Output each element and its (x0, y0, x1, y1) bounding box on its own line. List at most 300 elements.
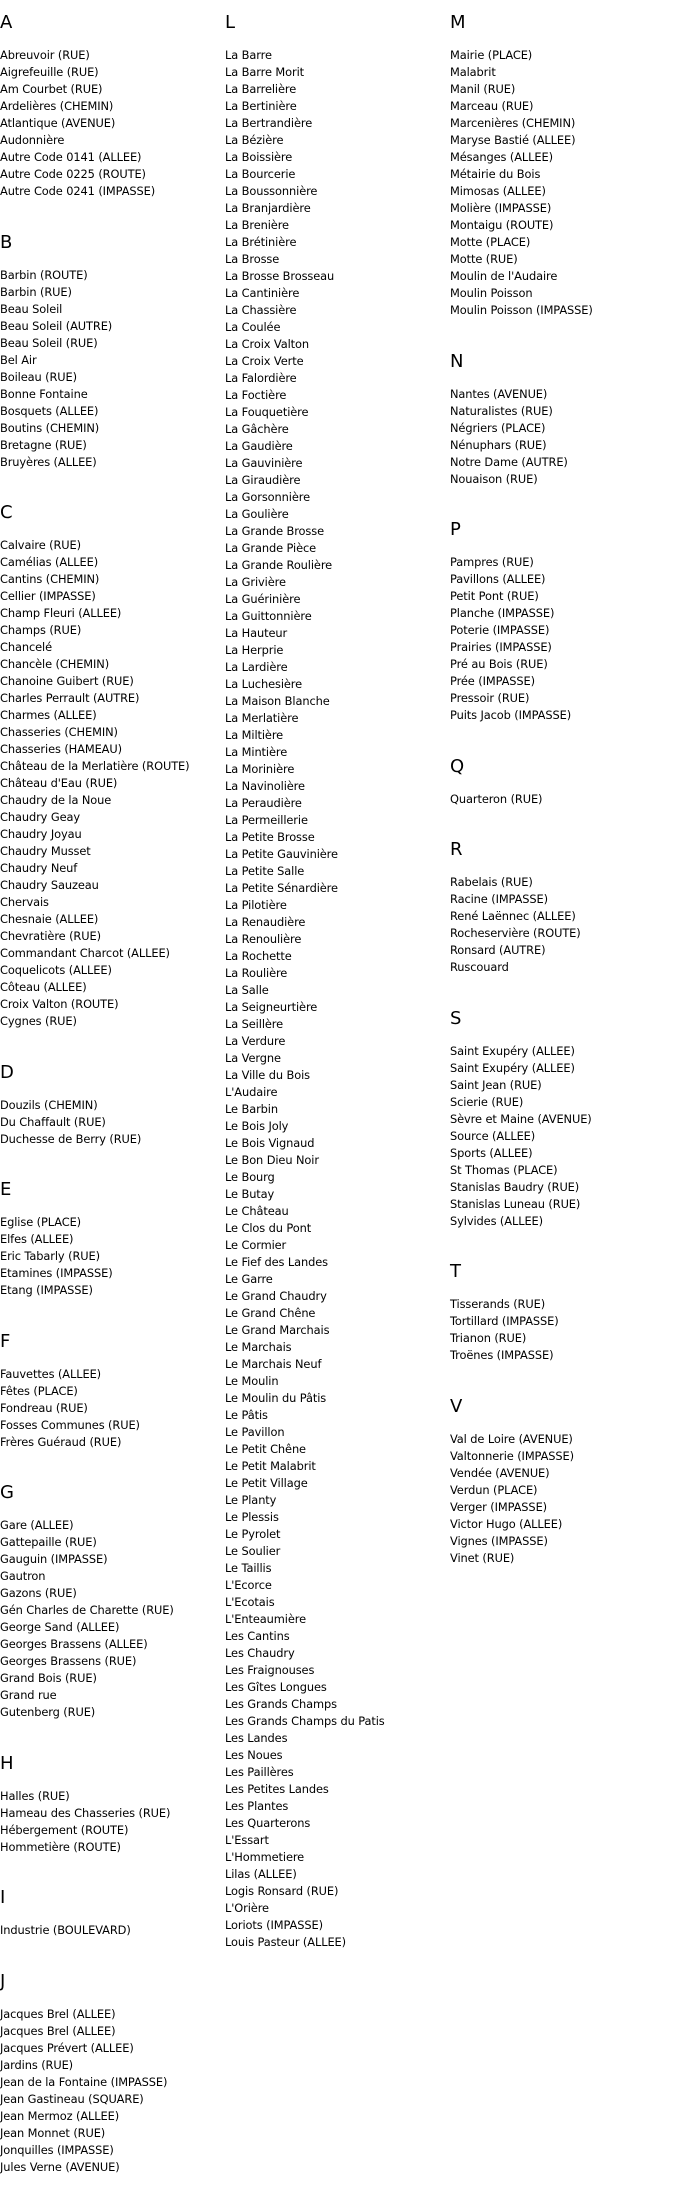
street-list (225, 47, 450, 1951)
street-list (450, 1043, 675, 1230)
street-name: La Falordière (225, 371, 297, 385)
letter-section (450, 12, 675, 319)
street-name: Atlantique (AVENUE) (0, 116, 116, 130)
street-name: Autre Code 0241 (IMPASSE) (0, 184, 156, 198)
street-name: Les Quarterons (225, 1816, 311, 1830)
letter-section (0, 232, 225, 471)
street-name: Pampres (RUE) (450, 555, 534, 569)
street-name: Hébergement (ROUTE) (0, 1822, 129, 1837)
street-name: La Mintière (225, 745, 288, 759)
street-name: Ruscouard (450, 960, 509, 974)
street-name: Notre Dame (AUTRE) (450, 454, 568, 469)
street-name: Bosquets (ALLEE) (0, 403, 99, 418)
section-letter-heading: M (450, 12, 466, 33)
street-name: La Grande Brosse (225, 524, 325, 538)
street-name: Moulin Poisson (IMPASSE) (450, 303, 593, 317)
street-name: Le Pavillon (225, 1425, 285, 1439)
section-letter-heading: N (450, 350, 464, 372)
street-name: Le Bois Joly (225, 1119, 289, 1133)
section-letter-heading: V (450, 1395, 463, 1417)
street-name: Côteau (ALLEE) (0, 980, 87, 994)
street-name: Le Moulin (225, 1374, 279, 1388)
street-name: La Guittonnière (225, 609, 312, 623)
street-name: Louis Pasteur (ALLEE) (225, 1935, 346, 1949)
street-list (450, 791, 675, 808)
street-list (0, 1788, 225, 1856)
street-name: Chaudry de la Noue (0, 793, 112, 807)
street-name: La Barrelière (225, 82, 297, 96)
street-name: Chevratière (RUE) (0, 929, 101, 943)
street-name: Molière (IMPASSE) (450, 201, 552, 215)
street-name: Gén Charles de Charette (RUE) (0, 1603, 174, 1617)
street-name: Chancèle (CHEMIN) (0, 657, 110, 671)
street-name: Le Garre (225, 1272, 273, 1286)
street-name: La Barre Morit (225, 65, 304, 79)
section-letter-heading: I (0, 1887, 6, 1908)
letter-section (0, 502, 225, 1030)
street-name: Vinet (RUE) (450, 1550, 515, 1565)
street-name: La Croix Verte (225, 354, 304, 368)
street-list (450, 554, 675, 724)
street-name: Audonnière (0, 133, 65, 147)
street-name: Trianon (RUE) (450, 1331, 527, 1345)
street-name: Hommetière (ROUTE) (0, 1839, 121, 1854)
street-name: Source (ALLEE) (450, 1128, 536, 1143)
street-name: Les Noues (225, 1748, 283, 1762)
street-name: Malabrit (450, 65, 496, 79)
letter-section (0, 1331, 225, 1451)
street-name: Jacques Brel (ALLEE) (0, 2006, 116, 2021)
street-name: La Gaudière (225, 439, 293, 453)
section-letter-heading: R (450, 839, 463, 860)
street-name: Gazons (RUE) (0, 1586, 77, 1600)
street-name: Saint Jean (RUE) (450, 1077, 542, 1092)
street-name: La Herprie (225, 643, 284, 657)
street-name: Verdun (PLACE) (450, 1482, 538, 1497)
street-name: Le Petit Chêne (225, 1442, 306, 1456)
street-name: Charmes (ALLEE) (0, 708, 97, 722)
street-name: Mésanges (ALLEE) (450, 150, 553, 164)
street-name: Le Marchais Neuf (225, 1357, 322, 1371)
street-name: La Giraudière (225, 473, 301, 487)
letter-section (0, 1062, 225, 1148)
street-name: Les Chaudry (225, 1646, 295, 1660)
street-name: Nénuphars (RUE) (450, 437, 547, 452)
letter-section (0, 1753, 225, 1856)
street-name: La Gâchère (225, 422, 289, 436)
street-name: La Seigneurtière (225, 1000, 318, 1014)
letter-section (0, 1887, 225, 1939)
street-name: Am Courbet (RUE) (0, 82, 103, 96)
street-index-column-2 (225, 12, 450, 1983)
section-letter-heading: L (225, 12, 236, 33)
street-name: La Brosse Brosseau (225, 269, 335, 283)
street-name: Le Barbin (225, 1102, 278, 1116)
street-name: Les Grands Champs (225, 1697, 337, 1711)
street-name: Gare (ALLEE) (0, 1518, 74, 1532)
street-name: L'Hommetiere (225, 1850, 305, 1864)
street-name: Boileau (RUE) (0, 369, 77, 384)
street-name: La Gauvinière (225, 456, 303, 470)
street-name: Logis Ronsard (RUE) (225, 1884, 339, 1898)
street-name: Poterie (IMPASSE) (450, 623, 550, 637)
street-name: Cygnes (RUE) (0, 1014, 77, 1028)
section-letter-heading: C (0, 502, 13, 523)
street-name: Les Landes (225, 1731, 288, 1745)
street-name: Halles (RUE) (0, 1788, 70, 1803)
street-name: Pré au Bois (RUE) (450, 657, 548, 671)
street-name: Eglise (PLACE) (0, 1215, 82, 1229)
street-name: Fondreau (RUE) (0, 1400, 88, 1415)
street-name: La Peraudière (225, 796, 302, 810)
street-name: La Cantinière (225, 286, 300, 300)
street-name: Saint Exupéry (ALLEE) (450, 1060, 575, 1075)
street-name: La Maison Blanche (225, 694, 330, 708)
street-name: La Lardière (225, 660, 288, 674)
section-letter-heading: D (0, 1061, 14, 1083)
street-name: Frères Guéraud (RUE) (0, 1434, 122, 1449)
street-name: Coquelicots (ALLEE) (0, 963, 112, 977)
street-name: Du Chaffault (RUE) (0, 1114, 106, 1129)
street-name: Abreuvoir (RUE) (0, 48, 90, 62)
street-list (450, 47, 675, 319)
street-name: Jardins (RUE) (0, 2057, 74, 2072)
street-name: La Grande Roulière (225, 558, 333, 572)
street-name: Le Plessis (225, 1510, 279, 1524)
street-name: La Branjardière (225, 201, 311, 215)
street-name: Fosses Communes (RUE) (0, 1417, 140, 1432)
street-name: Barbin (ROUTE) (0, 267, 88, 282)
street-name: Chanoine Guibert (RUE) (0, 674, 134, 688)
section-letter-heading: P (450, 519, 461, 540)
street-name: George Sand (ALLEE) (0, 1620, 120, 1634)
letter-section (450, 1008, 675, 1230)
section-letter-heading: T (450, 1261, 461, 1282)
street-name: La Boissière (225, 150, 293, 164)
street-name: Sylvides (ALLEE) (450, 1213, 544, 1228)
street-name: Jean Gastineau (SQUARE) (0, 2091, 144, 2106)
street-name: Le Château (225, 1204, 289, 1218)
street-name: La Permeillerie (225, 813, 308, 827)
street-name: Marceau (RUE) (450, 99, 534, 113)
street-name: Calvaire (RUE) (0, 538, 81, 552)
street-name: L'Ecorce (225, 1578, 272, 1592)
street-name: Le Planty (225, 1493, 277, 1507)
letter-section (450, 756, 675, 808)
street-name: Croix Valton (ROUTE) (0, 997, 119, 1011)
street-name: Jacques Prévert (ALLEE) (0, 2040, 134, 2055)
street-name: Boutins (CHEMIN) (0, 420, 100, 435)
street-name: Château d'Eau (RUE) (0, 776, 118, 790)
street-name: L'Enteaumière (225, 1612, 306, 1626)
street-name: Les Gîtes Longues (225, 1680, 327, 1694)
street-name: Rabelais (RUE) (450, 875, 533, 889)
street-name: Le Petit Village (225, 1476, 308, 1490)
street-name: Vignes (IMPASSE) (450, 1533, 548, 1548)
street-name: La Fouquetière (225, 405, 309, 419)
street-name: Le Pâtis (225, 1408, 268, 1422)
street-name: Le Marchais (225, 1340, 292, 1354)
street-name: Racine (IMPASSE) (450, 892, 548, 906)
street-name: Métairie du Bois (450, 167, 541, 181)
street-name: Prée (IMPASSE) (450, 674, 536, 688)
street-name: Autre Code 0141 (ALLEE) (0, 150, 142, 164)
street-name: Charles Perrault (AUTRE) (0, 691, 140, 705)
street-name: Sports (ALLEE) (450, 1145, 533, 1160)
letter-section (0, 1482, 225, 1721)
letter-section (450, 519, 675, 724)
letter-section (450, 1261, 675, 1364)
section-letter-heading: H (0, 1752, 14, 1774)
street-name: La Boussonnière (225, 184, 318, 198)
street-name: Autre Code 0225 (ROUTE) (0, 167, 146, 181)
street-name: Chaudry Sauzeau (0, 878, 99, 892)
letter-section (450, 839, 675, 976)
street-name: La Chassière (225, 303, 297, 317)
street-name: Gauguin (IMPASSE) (0, 1552, 108, 1566)
street-name: Jonquilles (IMPASSE) (0, 2142, 114, 2157)
street-name: Saint Exupéry (ALLEE) (450, 1043, 575, 1058)
street-name: Le Clos du Pont (225, 1221, 312, 1235)
street-name: Les Paillères (225, 1765, 294, 1779)
street-name: Le Butay (225, 1187, 275, 1201)
street-list (0, 1366, 225, 1451)
street-name: La Roulière (225, 966, 288, 980)
street-name: René Laënnec (ALLEE) (450, 909, 576, 923)
street-name: Vendée (AVENUE) (450, 1465, 550, 1480)
letter-section (225, 12, 450, 1951)
street-list (0, 47, 225, 200)
street-name: La Guérinière (225, 592, 301, 606)
street-name: La Miltière (225, 728, 284, 742)
street-name: Le Grand Chaudry (225, 1289, 327, 1303)
street-name: La Barre (225, 48, 272, 62)
street-name: Etamines (IMPASSE) (0, 1266, 113, 1280)
street-name: Le Cormier (225, 1238, 287, 1252)
street-name: La Grivière (225, 575, 286, 589)
street-name: La Renoulière (225, 932, 302, 946)
street-list (450, 874, 675, 976)
street-name: Chaudry Neuf (0, 861, 78, 875)
street-name: Jacques Brel (ALLEE) (0, 2023, 116, 2038)
section-letter-heading: E (0, 1179, 12, 1200)
street-name: La Hauteur (225, 626, 288, 640)
street-name: La Petite Gauvinière (225, 847, 338, 861)
street-name: Pressoir (RUE) (450, 691, 530, 705)
section-letter-heading: G (0, 1482, 14, 1503)
letter-section (450, 1396, 675, 1567)
street-name: Champs (RUE) (0, 623, 82, 637)
street-name: Jean Mermoz (ALLEE) (0, 2108, 120, 2123)
street-name: La Rochette (225, 949, 292, 963)
street-name: Le Taillis (225, 1561, 272, 1575)
street-name: Ardelières (CHEMIN) (0, 99, 114, 113)
section-letter-heading: A (0, 12, 13, 33)
street-name: Chesnaie (ALLEE) (0, 912, 99, 926)
street-name: Industrie (BOULEVARD) (0, 1923, 131, 1937)
street-name: Chaudry Joyau (0, 827, 82, 841)
street-name: L'Essart (225, 1833, 269, 1847)
street-index-column-1 (0, 12, 225, 2207)
street-name: La Bézière (225, 133, 284, 147)
street-name: Manil (RUE) (450, 82, 516, 96)
street-name: La Bertrandière (225, 116, 313, 130)
street-name: La Petite Salle (225, 864, 305, 878)
street-name: Georges Brassens (RUE) (0, 1654, 137, 1668)
street-name: Mairie (PLACE) (450, 48, 533, 62)
street-index-column-3 (450, 12, 675, 1598)
street-name: L'Ecotais (225, 1595, 275, 1609)
street-name: Le Petit Malabrit (225, 1459, 316, 1473)
street-name: Le Grand Marchais (225, 1323, 330, 1337)
street-name: Victor Hugo (ALLEE) (450, 1516, 563, 1531)
street-name: La Bertinière (225, 99, 297, 113)
street-name: Jean de la Fontaine (IMPASSE) (0, 2074, 168, 2089)
street-name: Château de la Merlatière (ROUTE) (0, 759, 190, 773)
street-name: Tisserands (RUE) (450, 1297, 546, 1311)
street-list (0, 267, 225, 471)
street-name: Chasseries (CHEMIN) (0, 725, 118, 739)
street-name: Scierie (RUE) (450, 1094, 524, 1109)
street-name: Duchesse de Berry (RUE) (0, 1131, 142, 1146)
street-name: La Brétinière (225, 235, 297, 249)
street-name: Motte (PLACE) (450, 235, 531, 249)
street-name: Chervais (0, 895, 49, 909)
letter-section (0, 1179, 225, 1299)
street-name: Les Grands Champs du Patis (225, 1714, 385, 1728)
street-name: Barbin (RUE) (0, 284, 72, 299)
street-name: Verger (IMPASSE) (450, 1499, 548, 1514)
street-name: La Foctière (225, 388, 287, 402)
street-name: Les Fraignouses (225, 1663, 315, 1677)
street-name: Ronsard (AUTRE) (450, 943, 546, 957)
street-name: Val de Loire (AVENUE) (450, 1431, 573, 1446)
street-name: Bonne Fontaine (0, 386, 88, 401)
street-name: L'Audaire (225, 1085, 278, 1099)
street-name: Mimosas (ALLEE) (450, 184, 546, 198)
street-name: La Grande Pièce (225, 541, 317, 555)
street-name: La Coulée (225, 320, 281, 334)
street-name: Commandant Charcot (ALLEE) (0, 946, 170, 960)
street-name: Maryse Bastié (ALLEE) (450, 133, 576, 147)
street-name: Fauvettes (ALLEE) (0, 1366, 102, 1381)
street-name: Gattepaille (RUE) (0, 1535, 97, 1549)
street-name: Le Bourg (225, 1170, 275, 1184)
street-name: Georges Brassens (ALLEE) (0, 1637, 148, 1651)
street-name: Grand rue (0, 1688, 57, 1702)
street-name: Sèvre et Maine (AVENUE) (450, 1111, 592, 1126)
street-name: Marcenières (CHEMIN) (450, 116, 576, 130)
street-name: Hameau des Chasseries (RUE) (0, 1805, 171, 1820)
street-list (450, 1296, 675, 1364)
street-name: Naturalistes (RUE) (450, 403, 553, 418)
letter-section (450, 351, 675, 488)
street-name: La Luchesière (225, 677, 303, 691)
street-name: Pavillons (ALLEE) (450, 572, 546, 586)
street-name: Aigrefeuille (RUE) (0, 65, 99, 79)
street-name: Moulin Poisson (450, 286, 533, 300)
street-list (450, 1431, 675, 1567)
street-name: Camélias (ALLEE) (0, 555, 99, 569)
street-name: Montaigu (ROUTE) (450, 218, 554, 232)
section-letter-heading: S (450, 1007, 462, 1029)
section-letter-heading: J (0, 1970, 6, 1992)
street-name: Nantes (AVENUE) (450, 386, 548, 401)
street-name: Chancelé (0, 640, 53, 654)
street-name: Cellier (IMPASSE) (0, 589, 96, 603)
street-name: La Gorsonnière (225, 490, 310, 504)
street-list (0, 1097, 225, 1148)
street-name: Stanislas Luneau (RUE) (450, 1196, 581, 1211)
street-name: La Bourcerie (225, 167, 296, 181)
street-name: La Seillère (225, 1017, 284, 1031)
street-name: Cantins (CHEMIN) (0, 572, 100, 586)
street-name: La Verdure (225, 1034, 286, 1048)
street-name: La Renaudière (225, 915, 306, 929)
street-name: Le Fief des Landes (225, 1255, 329, 1269)
street-name: La Petite Brosse (225, 830, 315, 844)
street-name: Quarteron (RUE) (450, 791, 543, 806)
street-name: Négriers (PLACE) (450, 420, 546, 435)
street-name: Le Soulier (225, 1544, 281, 1558)
street-name: Les Plantes (225, 1799, 289, 1813)
street-name: Le Moulin du Pâtis (225, 1391, 327, 1405)
street-name: Grand Bois (RUE) (0, 1671, 97, 1685)
street-name: Bel Air (0, 352, 37, 367)
street-name: Troënes (IMPASSE) (450, 1348, 554, 1362)
street-name: Gautron (0, 1569, 46, 1583)
letter-section (0, 1971, 225, 2176)
street-name: Fêtes (PLACE) (0, 1383, 78, 1398)
street-name: Rocheservière (ROUTE) (450, 926, 581, 940)
street-name: St Thomas (PLACE) (450, 1162, 558, 1177)
street-list (0, 1517, 225, 1721)
street-name: La Navinolière (225, 779, 305, 793)
letter-section (0, 12, 225, 200)
street-name: Loriots (IMPASSE) (225, 1918, 323, 1932)
street-name: L'Orière (225, 1901, 269, 1915)
street-name: Bretagne (RUE) (0, 437, 87, 452)
street-name: La Goulière (225, 507, 289, 521)
street-name: Le Bois Vignaud (225, 1136, 315, 1150)
street-name: Chasseries (HAMEAU) (0, 742, 122, 756)
street-name: La Croix Valton (225, 337, 310, 351)
street-name: Beau Soleil (RUE) (0, 335, 98, 350)
street-name: La Vergne (225, 1051, 281, 1065)
street-name: La Petite Sénardière (225, 881, 338, 895)
street-name: Puits Jacob (IMPASSE) (450, 708, 572, 722)
street-name: La Brosse (225, 252, 280, 266)
street-name: La Brenière (225, 218, 289, 232)
street-name: Les Cantins (225, 1629, 290, 1643)
street-name: Le Pyrolet (225, 1527, 281, 1541)
street-name: Les Petites Landes (225, 1782, 329, 1796)
street-name: Douzils (CHEMIN) (0, 1097, 98, 1112)
section-letter-heading: F (0, 1330, 11, 1352)
street-name: Moulin de l'Audaire (450, 269, 558, 283)
street-name: Le Grand Chêne (225, 1306, 316, 1320)
street-name: La Salle (225, 983, 269, 997)
street-name: Lilas (ALLEE) (225, 1867, 297, 1881)
street-list (0, 1922, 225, 1939)
street-name: Petit Pont (RUE) (450, 589, 539, 603)
street-name: La Merlatière (225, 711, 299, 725)
street-name: La Pilotière (225, 898, 287, 912)
street-list (0, 1214, 225, 1299)
street-name: Champ Fleuri (ALLEE) (0, 606, 122, 620)
street-name: Chaudry Musset (0, 844, 91, 858)
street-name: Beau Soleil (AUTRE) (0, 318, 113, 333)
